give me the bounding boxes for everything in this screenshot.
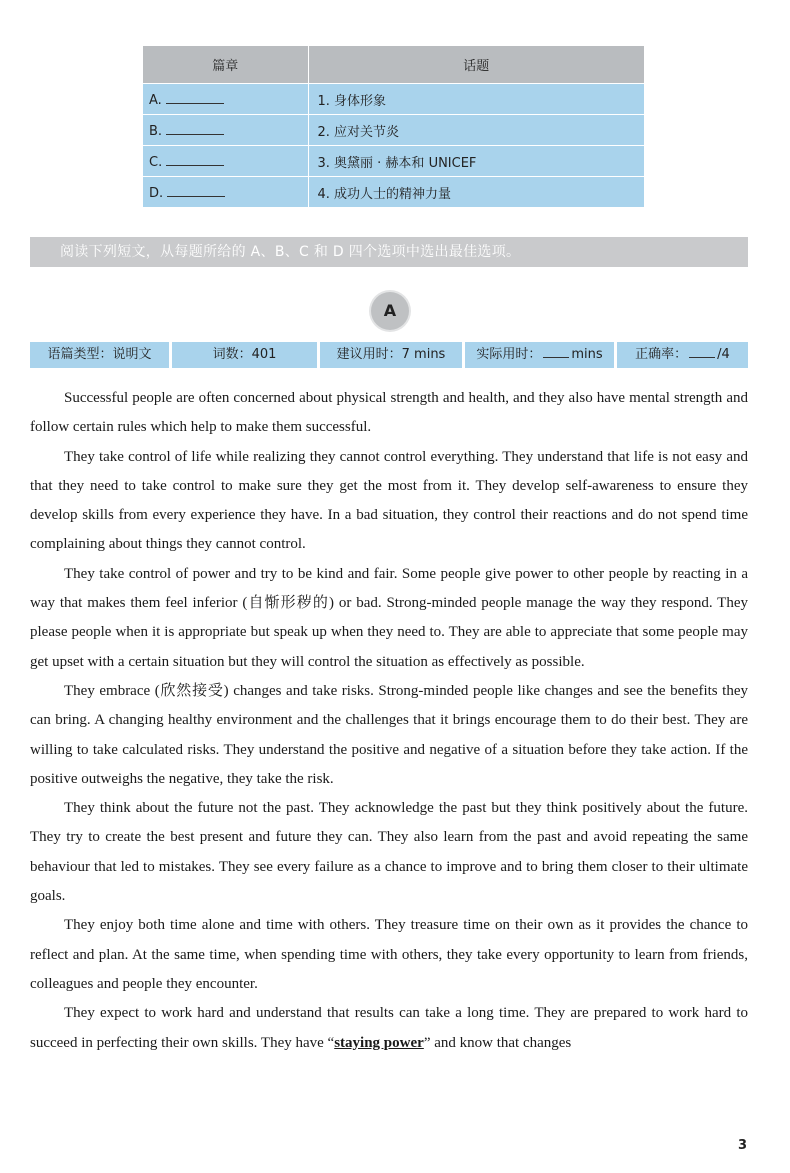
table-header-row [143,46,644,84]
topic-cell: 1. 身体形象 [308,84,644,115]
paragraph-7 [30,999,748,1058]
accuracy-label: 正确率： [635,347,688,362]
row-label: B. [149,123,163,139]
actual-time-blank[interactable] [543,346,569,358]
paragraph-4: They embrace (欣然接受) changes and take risks. Strong-minded people like changes and see the benefits they can bring. A changing healthy environment and the challenges that it brings encourage them to do their best. They are willing to take calculated risks. They understand the positive and negative of a situation before they take action. If the positive outweighs the negative, they take the risk. [30,682,748,787]
highlight-phrase: staying power [334,1034,424,1051]
answer-blank[interactable] [167,184,225,197]
passage [30,384,748,1058]
topic-cell: 3. 奥黛丽 · 赫本和 UNICEF [308,146,644,177]
paragraph-6: They enjoy both time alone and time with others. They treasure time on their own as it provides the chance to reflect and plan. At the same time, when spending time with others, they take every opportunity to learn from friends, colleagues and people they encounter. [30,917,748,992]
paragraph-3: They take control of power and try to be kind and fair. Some people give power to other people by reacting in a way that makes them feel inferior (自惭形秽的) or bad. Strong-minded people manage the way they respond. They please people when it is appropriate but speak up when they need to. They are able to appreciate that some people may get upset with a certain situation but they will control the situation as effectively as possible. [30,565,748,670]
suggested-time: 建议用时：7 mins [320,342,465,368]
accuracy-total: /4 [717,347,730,362]
table-row [143,146,644,177]
paragraph-1: Successful people are often concerned about physical strength and health, and they also have mental strength and follow certain rules which help to make them successful. [30,390,748,436]
paragraph-7-end: ” and know that changes [423,1034,572,1051]
table-row [143,115,644,146]
actual-time-label: 实际用时： [476,347,542,362]
paragraph-7-start: They expect to work hard and understand that results can take a long time. They are prepared to work hard to succeed in perfecting their own skills. They have “ [30,1005,748,1051]
answer-blank[interactable] [166,122,224,135]
topic-cell: 4. 成功人士的精神力量 [308,177,644,208]
row-label: D. [149,185,164,201]
word-count: 词数：401 [172,342,320,368]
table-row [143,177,644,208]
actual-time-unit: mins [571,347,603,362]
paragraph-5: They think about the future not the past. They acknowledge the past but they think positively about the future. They try to create the best present and future they can. They also learn from the past and avoid repeating the same behaviour that led to mistakes. They see every failure as a chance to improve and to bring them closer to their ultimate goals. [30,800,748,905]
row-label: C. [149,154,163,170]
matching-table [143,46,644,207]
row-label: A. [149,92,162,108]
section-label: A [371,292,409,330]
answer-blank[interactable] [166,91,224,104]
header-passage: 篇章 [143,46,308,84]
paragraph-2: They take control of life while realizing they cannot control everything. They understand that life is not easy and that they need to take control to make sure they get the most from it. They develop self-awareness to ensure they develop skills from every experience they have. In a bad situation, they control their reactions and do not spend time complaining about things they cannot control. [30,448,748,553]
table-row [143,84,644,115]
actual-time [465,342,617,368]
page-number: 3 [738,1138,748,1153]
info-bar [30,342,748,368]
accuracy [617,342,748,368]
instruction-bar: 阅读下列短文，从每题所给的 A、B、C 和 D 四个选项中选出最佳选项。 [30,237,748,267]
text-type: 语篇类型：说明文 [30,342,172,368]
answer-blank[interactable] [166,153,224,166]
topic-cell: 2. 应对关节炎 [308,115,644,146]
accuracy-blank[interactable] [689,346,715,358]
header-topic: 话题 [308,46,644,84]
